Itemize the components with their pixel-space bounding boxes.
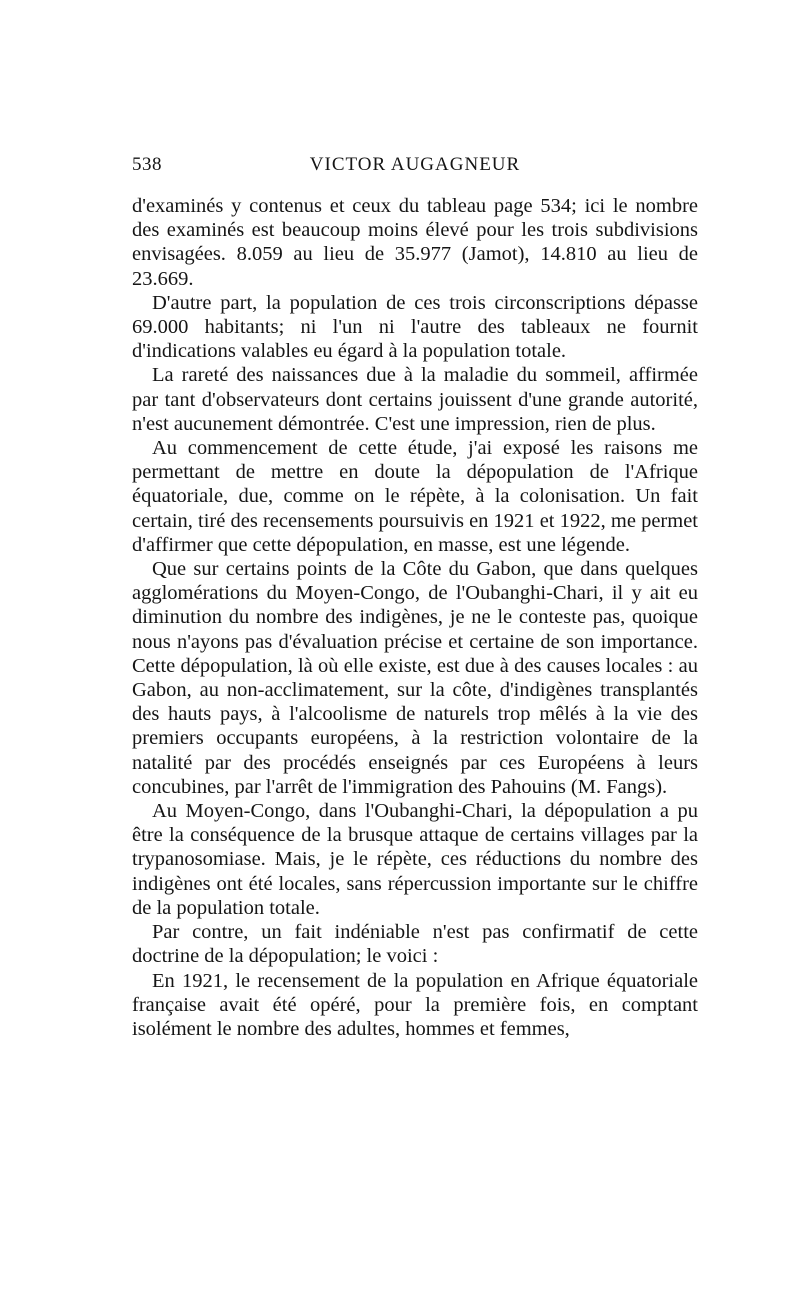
body-text: [132, 194, 698, 1041]
running-title: VICTOR AUGAGNEUR: [309, 154, 521, 175]
paragraph-continued: d'examinés y contenus et ceux du tableau page 534; ici le nombre des examinés est beaucoup moins élevé pour les trois subdivisions envisagées. 8.059 au lieu de 35.977 (Jamot), 14.810 au lieu de 23.669.: [132, 195, 698, 290]
page-number: 538: [132, 154, 162, 175]
paragraph: La rareté des naissances due à la maladie du sommeil, affirmée par tant d'observateurs dont certains jouissent d'une grande autorité, n'est aucunement démontrée. C'est une impression, rien de plus.: [132, 364, 698, 435]
paragraph: Que sur certains points de la Côte du Gabon, que dans quelques agglomérations du Moyen-Congo, de l'Oubanghi-Chari, il y ait eu diminution du nombre des indigènes, je ne le conteste pas, quoique nous n'ayons pas d'évaluation précise et certaine de son importance. Cette dépopulation, là où elle existe, est due à des causes locales : au Gabon, au non-acclimatement, sur la côte, d'indigènes transplantés des hauts pays, à l'alcoolisme de naturels trop mêlés à la vie des premiers occupants européens, à la restriction volontaire de la natalité par des procédés enseignés par ces Européens à leurs concubines, par l'arrêt de l'immigration des Pahouins (M. Fangs).: [132, 558, 698, 798]
book-page: [132, 150, 698, 1041]
paragraph: Au commencement de cette étude, j'ai exposé les raisons me permettant de mettre en doute la dépopulation de l'Afrique équatoriale, due, comme on le répète, à la colonisation. Un fait certain, tiré des recensements poursuivis en 1921 et 1922, me permet d'affirmer que cette dépopulation, en masse, est une légende.: [132, 437, 698, 556]
running-head: [132, 150, 698, 180]
paragraph: D'autre part, la population de ces trois circonscriptions dépasse 69.000 habitants; ni l'un ni l'autre des tableaux ne fournit d'indications valables eu égard à la population totale.: [132, 291, 698, 363]
paragraph: En 1921, le recensement de la population en Afrique équatoriale française avait été opéré, pour la première fois, en comptant isolément le nombre des adultes, hommes et femmes,: [132, 969, 698, 1040]
paragraph: Par contre, un fait indéniable n'est pas confirmatif de cette doctrine de la dépopulation; le voici :: [132, 921, 698, 968]
paragraph: Au Moyen-Congo, dans l'Oubanghi-Chari, la dépopulation a pu être la conséquence de la brusque attaque de certains villages par la trypanosomiase. Mais, je le répète, ces réductions du nombre des indigènes ont été locales, sans répercussion importante sur le chiffre de la population totale.: [132, 800, 698, 919]
